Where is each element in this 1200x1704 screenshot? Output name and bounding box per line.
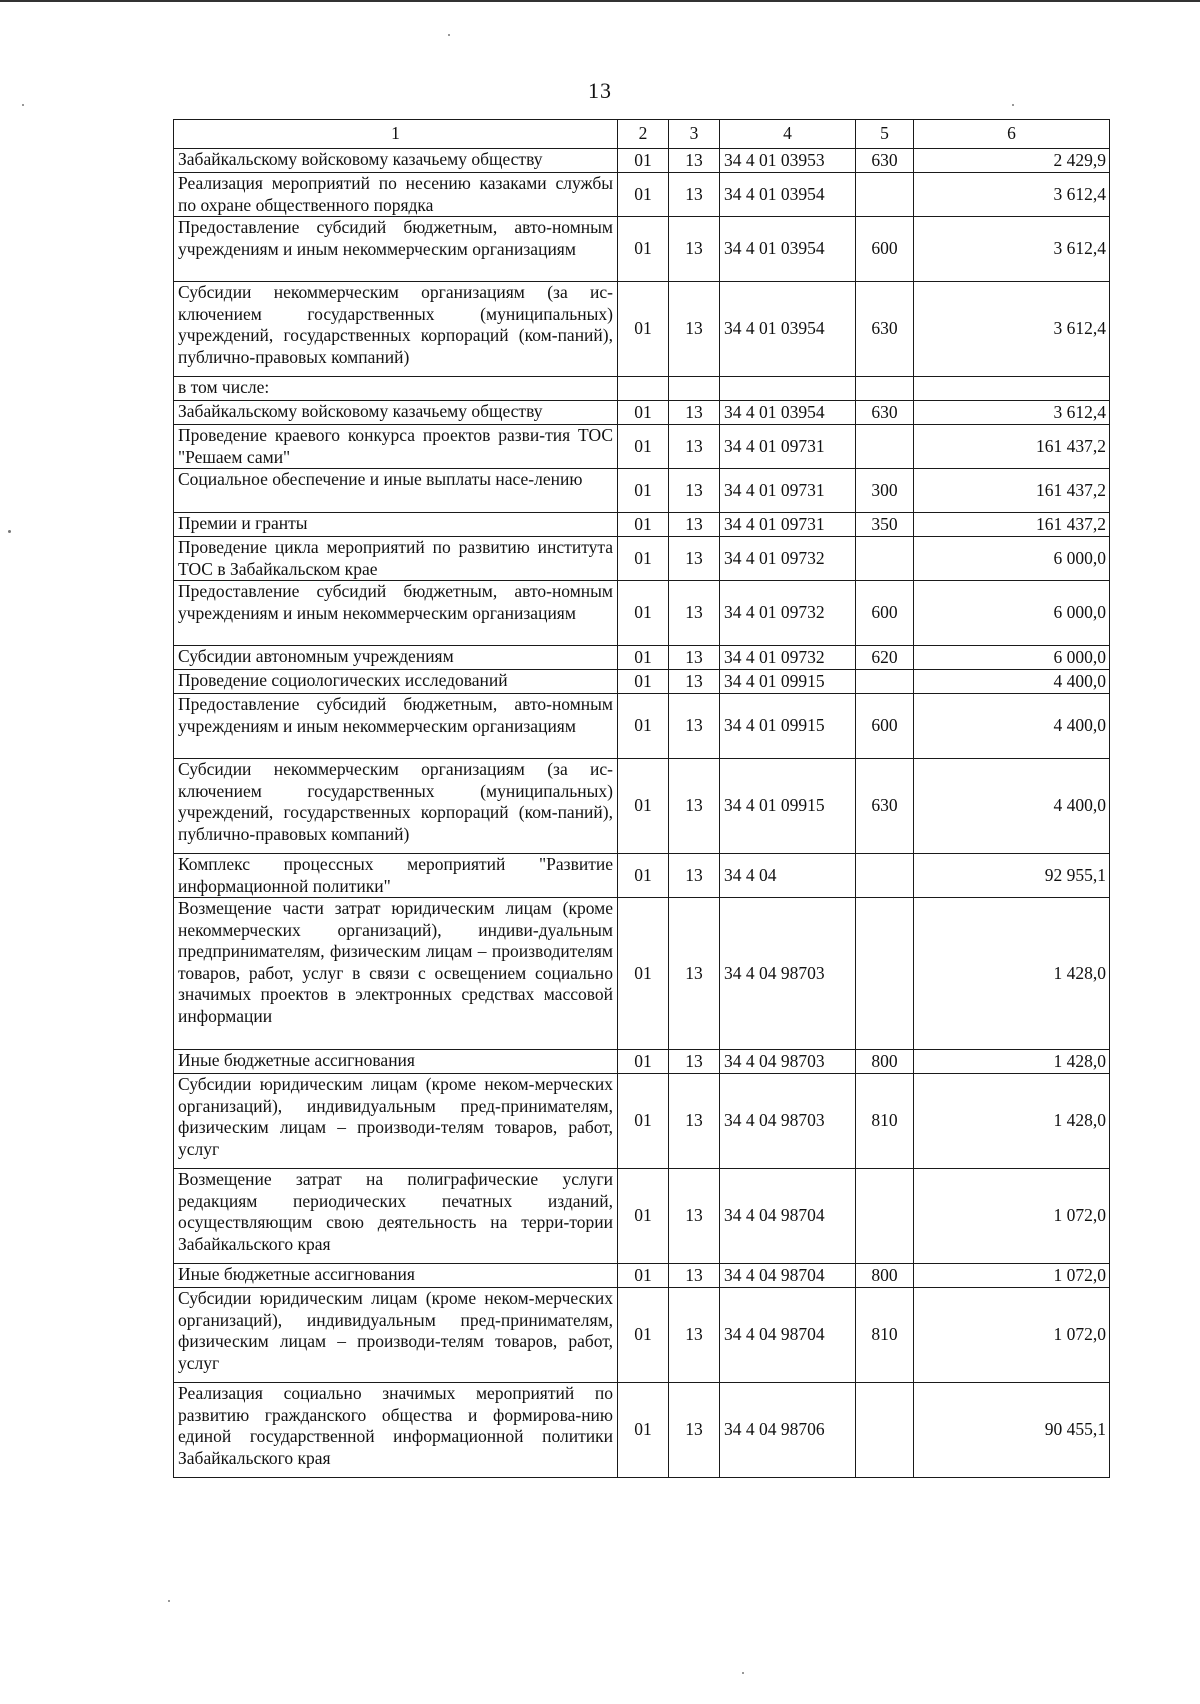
cell-amount: 1 428,0 [914, 1050, 1110, 1074]
cell-amount: 1 072,0 [914, 1264, 1110, 1288]
cell-amount: 161 437,2 [914, 469, 1110, 513]
cell-expense-type: 600 [856, 217, 914, 282]
header-col-2: 2 [618, 120, 669, 149]
cell-expense-type: 620 [856, 646, 914, 670]
cell-subsection: 13 [669, 1383, 720, 1478]
cell-amount: 4 400,0 [914, 759, 1110, 854]
header-col-4: 4 [720, 120, 856, 149]
cell-subsection: 13 [669, 759, 720, 854]
cell-subsection: 13 [669, 425, 720, 469]
budget-table [173, 119, 1110, 1478]
cell-target-article: 34 4 01 09915 [720, 694, 856, 759]
cell-subsection: 13 [669, 149, 720, 173]
table-row [174, 1264, 1110, 1288]
cell-expense-type [856, 425, 914, 469]
cell-amount: 6 000,0 [914, 581, 1110, 646]
cell-name: Предоставление субсидий бюджетным, авто-номным учреждениям и иным некоммерческим организациям [174, 694, 618, 759]
cell-target-article: 34 4 04 98704 [720, 1169, 856, 1264]
cell-expense-type [856, 670, 914, 694]
cell-subsection: 13 [669, 1074, 720, 1169]
cell-name: Проведение цикла мероприятий по развитию института ТОС в Забайкальском крае [174, 537, 618, 581]
cell-amount: 161 437,2 [914, 513, 1110, 537]
cell-section: 01 [618, 425, 669, 469]
cell-section: 01 [618, 670, 669, 694]
table-row [174, 646, 1110, 670]
cell-subsection: 13 [669, 401, 720, 425]
cell-name: Субсидии юридическим лицам (кроме неком-мерческих организаций), индивидуальным пред-принимателям, физическим лицам – производи-телям товаров, работ, услуг [174, 1074, 618, 1169]
table-row [174, 581, 1110, 646]
scan-speck [8, 530, 11, 533]
cell-name: Субсидии автономным учреждениям [174, 646, 618, 670]
cell-target-article: 34 4 01 09731 [720, 469, 856, 513]
cell-expense-type: 630 [856, 759, 914, 854]
cell-amount: 1 428,0 [914, 898, 1110, 1050]
cell-expense-type: 630 [856, 149, 914, 173]
table-body [174, 120, 1110, 1478]
cell-expense-type: 630 [856, 282, 914, 377]
table-row [174, 854, 1110, 898]
table-row [174, 1288, 1110, 1383]
cell-target-article: 34 4 04 98704 [720, 1264, 856, 1288]
cell-section: 01 [618, 854, 669, 898]
cell-name: Реализация социально значимых мероприятий по развитию гражданского общества и формирова-нию единой государственной информационной политики Забайкальского края [174, 1383, 618, 1478]
cell-target-article: 34 4 01 03954 [720, 173, 856, 217]
cell-name: Проведение краевого конкурса проектов разви-тия ТОС "Решаем сами" [174, 425, 618, 469]
cell-amount: 161 437,2 [914, 425, 1110, 469]
cell-name: Иные бюджетные ассигнования [174, 1264, 618, 1288]
cell-subsection: 13 [669, 282, 720, 377]
cell-name: Предоставление субсидий бюджетным, авто-номным учреждениям и иным некоммерческим организациям [174, 217, 618, 282]
table-row [174, 217, 1110, 282]
cell-subsection: 13 [669, 537, 720, 581]
table-row [174, 401, 1110, 425]
cell-subsection: 13 [669, 898, 720, 1050]
cell-subsection: 13 [669, 1050, 720, 1074]
cell-amount: 1 428,0 [914, 1074, 1110, 1169]
cell-subsection: 13 [669, 854, 720, 898]
table-row [174, 694, 1110, 759]
cell-name: Забайкальскому войсковому казачьему обществу [174, 401, 618, 425]
cell-amount: 3 612,4 [914, 282, 1110, 377]
cell-name: Проведение социологических исследований [174, 670, 618, 694]
cell-section: 01 [618, 898, 669, 1050]
cell-expense-type: 630 [856, 401, 914, 425]
cell-expense-type [856, 377, 914, 401]
cell-expense-type: 600 [856, 694, 914, 759]
cell-section: 01 [618, 469, 669, 513]
table-row [174, 898, 1110, 1050]
cell-expense-type [856, 537, 914, 581]
cell-name: Иные бюджетные ассигнования [174, 1050, 618, 1074]
cell-name: Субсидии некоммерческим организациям (за ис-ключением государственных (муниципальных) учреждений, государственных корпораций (ком-паний), публично-правовых компаний) [174, 282, 618, 377]
cell-section: 01 [618, 1383, 669, 1478]
cell-target-article: 34 4 04 98703 [720, 1050, 856, 1074]
header-col-6: 6 [914, 120, 1110, 149]
table-row [174, 173, 1110, 217]
cell-section: 01 [618, 1074, 669, 1169]
table-row [174, 377, 1110, 401]
cell-expense-type: 800 [856, 1050, 914, 1074]
cell-expense-type [856, 1169, 914, 1264]
table-row [174, 1383, 1110, 1478]
scan-speck [168, 1600, 170, 1602]
cell-section [618, 377, 669, 401]
cell-amount: 2 429,9 [914, 149, 1110, 173]
cell-expense-type [856, 854, 914, 898]
table-row [174, 759, 1110, 854]
cell-section: 01 [618, 1050, 669, 1074]
scan-speck [742, 1672, 744, 1674]
cell-name: Премии и гранты [174, 513, 618, 537]
cell-target-article: 34 4 04 98704 [720, 1288, 856, 1383]
cell-target-article: 34 4 01 03953 [720, 149, 856, 173]
cell-amount: 6 000,0 [914, 646, 1110, 670]
table-header-row [174, 120, 1110, 149]
table-row [174, 425, 1110, 469]
table-row [174, 1050, 1110, 1074]
cell-expense-type [856, 898, 914, 1050]
cell-amount: 1 072,0 [914, 1288, 1110, 1383]
page-number: 13 [588, 78, 612, 103]
cell-target-article: 34 4 01 09732 [720, 537, 856, 581]
scan-speck [1012, 104, 1014, 106]
cell-subsection: 13 [669, 217, 720, 282]
cell-amount: 4 400,0 [914, 694, 1110, 759]
cell-subsection [669, 377, 720, 401]
cell-target-article: 34 4 01 03954 [720, 401, 856, 425]
cell-amount: 90 455,1 [914, 1383, 1110, 1478]
scan-speck [448, 34, 450, 36]
cell-expense-type: 600 [856, 581, 914, 646]
cell-target-article: 34 4 01 09731 [720, 513, 856, 537]
cell-amount: 3 612,4 [914, 401, 1110, 425]
table-row [174, 537, 1110, 581]
cell-expense-type: 350 [856, 513, 914, 537]
header-col-3: 3 [669, 120, 720, 149]
cell-section: 01 [618, 1288, 669, 1383]
cell-amount [914, 377, 1110, 401]
cell-target-article: 34 4 01 09915 [720, 670, 856, 694]
cell-target-article: 34 4 01 03954 [720, 217, 856, 282]
cell-target-article [720, 377, 856, 401]
cell-amount: 92 955,1 [914, 854, 1110, 898]
cell-name: Забайкальскому войсковому казачьему обществу [174, 149, 618, 173]
cell-name: Реализация мероприятий по несению казаками службы по охране общественного порядка [174, 173, 618, 217]
cell-section: 01 [618, 401, 669, 425]
cell-section: 01 [618, 1264, 669, 1288]
table-row [174, 469, 1110, 513]
cell-subsection: 13 [669, 670, 720, 694]
cell-expense-type: 300 [856, 469, 914, 513]
cell-section: 01 [618, 282, 669, 377]
cell-target-article: 34 4 04 98703 [720, 1074, 856, 1169]
cell-expense-type: 800 [856, 1264, 914, 1288]
cell-subsection: 13 [669, 173, 720, 217]
cell-section: 01 [618, 173, 669, 217]
table-row [174, 670, 1110, 694]
cell-section: 01 [618, 1169, 669, 1264]
cell-name: Субсидии некоммерческим организациям (за ис-ключением государственных (муниципальных) учреждений, государственных корпораций (ком-паний), публично-правовых компаний) [174, 759, 618, 854]
cell-subsection: 13 [669, 513, 720, 537]
cell-expense-type [856, 1383, 914, 1478]
cell-section: 01 [618, 694, 669, 759]
cell-name: в том числе: [174, 377, 618, 401]
cell-section: 01 [618, 149, 669, 173]
table-row [174, 1169, 1110, 1264]
cell-target-article: 34 4 01 09731 [720, 425, 856, 469]
cell-subsection: 13 [669, 1169, 720, 1264]
cell-subsection: 13 [669, 646, 720, 670]
cell-amount: 6 000,0 [914, 537, 1110, 581]
header-col-5: 5 [856, 120, 914, 149]
cell-name: Возмещение части затрат юридическим лицам (кроме некоммерческих организаций), индиви-дуальным предпринимателям, физическим лицам – производителям товаров, работ, услуг в связи с освещением социально значимых проектов в электронных средствах массовой информации [174, 898, 618, 1050]
cell-target-article: 34 4 01 09915 [720, 759, 856, 854]
header-col-1: 1 [174, 120, 618, 149]
cell-subsection: 13 [669, 469, 720, 513]
cell-amount: 1 072,0 [914, 1169, 1110, 1264]
cell-amount: 3 612,4 [914, 217, 1110, 282]
cell-expense-type: 810 [856, 1288, 914, 1383]
table-row [174, 282, 1110, 377]
cell-name: Социальное обеспечение и иные выплаты насе-лению [174, 469, 618, 513]
cell-expense-type: 810 [856, 1074, 914, 1169]
cell-amount: 4 400,0 [914, 670, 1110, 694]
cell-section: 01 [618, 581, 669, 646]
cell-section: 01 [618, 646, 669, 670]
cell-name: Возмещение затрат на полиграфические услуги редакциям периодических печатных изданий, осуществляющим свою деятельность на терри-тории Забайкальского края [174, 1169, 618, 1264]
cell-section: 01 [618, 537, 669, 581]
cell-subsection: 13 [669, 694, 720, 759]
table-row [174, 1074, 1110, 1169]
cell-target-article: 34 4 04 98706 [720, 1383, 856, 1478]
cell-subsection: 13 [669, 1264, 720, 1288]
table-row [174, 513, 1110, 537]
cell-target-article: 34 4 01 09732 [720, 646, 856, 670]
cell-name: Субсидии юридическим лицам (кроме неком-мерческих организаций), индивидуальным пред-принимателям, физическим лицам – производи-телям товаров, работ, услуг [174, 1288, 618, 1383]
cell-subsection: 13 [669, 1288, 720, 1383]
cell-section: 01 [618, 217, 669, 282]
cell-expense-type [856, 173, 914, 217]
top-border-line [0, 0, 1200, 2]
cell-name: Комплекс процессных мероприятий "Развитие информационной политики" [174, 854, 618, 898]
cell-target-article: 34 4 01 09732 [720, 581, 856, 646]
cell-target-article: 34 4 04 [720, 854, 856, 898]
cell-section: 01 [618, 513, 669, 537]
cell-subsection: 13 [669, 581, 720, 646]
cell-name: Предоставление субсидий бюджетным, авто-номным учреждениям и иным некоммерческим организациям [174, 581, 618, 646]
scan-speck [22, 104, 24, 106]
cell-target-article: 34 4 01 03954 [720, 282, 856, 377]
cell-target-article: 34 4 04 98703 [720, 898, 856, 1050]
cell-amount: 3 612,4 [914, 173, 1110, 217]
table-row [174, 149, 1110, 173]
cell-section: 01 [618, 759, 669, 854]
